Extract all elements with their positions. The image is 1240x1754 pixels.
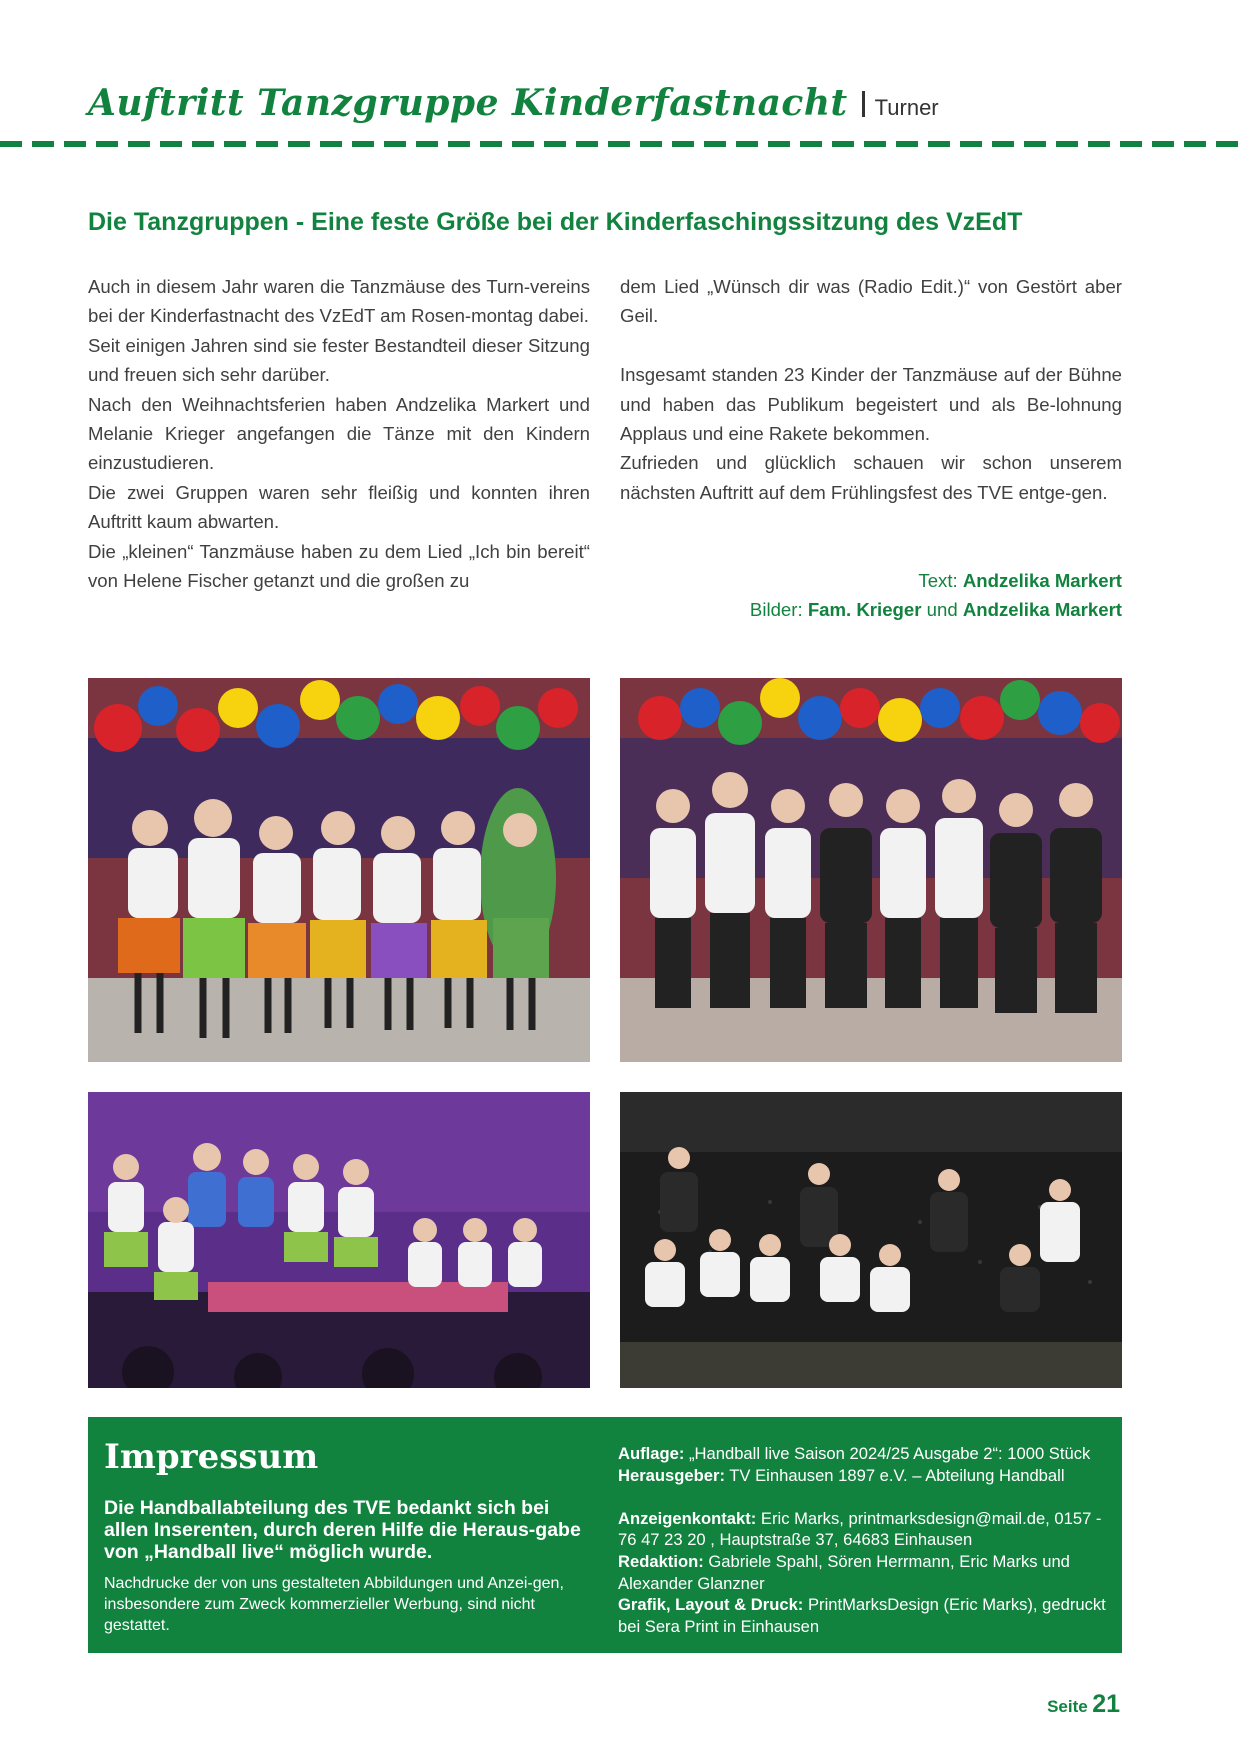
section-label: Turner bbox=[874, 95, 939, 120]
impressum-label: Herausgeber: bbox=[618, 1465, 725, 1485]
photo-big-dancers bbox=[620, 678, 1122, 1062]
text-credit-author: Andzelika Markert bbox=[962, 570, 1122, 591]
impressum-redaktion bbox=[618, 1551, 1118, 1594]
impressum-value: PrintMarksDesign (Eric Marks), gedruckt bei Sera Print in Einhausen bbox=[618, 1595, 1106, 1636]
impressum-anzeigenkontakt bbox=[618, 1508, 1118, 1551]
page-number bbox=[1047, 1690, 1120, 1719]
paragraph: Die zwei Gruppen waren sehr fleißig und konnten ihren Auftritt kaum abwarten. bbox=[88, 481, 590, 533]
impressum-note: Nachdrucke der von uns gestalteten Abbildungen und Anzei-gen, insbesondere zum Zweck kommerzieller Werbung, sind nicht gestattet. bbox=[104, 1575, 564, 1634]
impressum-grafik bbox=[618, 1594, 1118, 1637]
impressum-value: TV Einhausen 1897 e.V. – Abteilung Handball bbox=[729, 1465, 1065, 1485]
photo-credit-label: Bilder: bbox=[749, 599, 803, 621]
page-number-value: 21 bbox=[1092, 1690, 1120, 1718]
paragraph: Die „kleinen“ Tanzmäuse haben zu dem Lied „Ich bin bereit“ von Helene Fischer getanzt und die großen zu bbox=[88, 540, 590, 592]
page-header bbox=[88, 82, 939, 124]
impressum-details bbox=[618, 1443, 1118, 1637]
paragraph: Auch in diesem Jahr waren die Tanzmäuse des Turn-vereins bei der Kinderfastnacht des VzEdT am Rosen-montag dabei. bbox=[88, 276, 590, 327]
page-title: Auftritt Tanzgruppe Kinderfastnacht bbox=[88, 82, 848, 124]
dashed-divider bbox=[0, 141, 1240, 147]
title-separator bbox=[862, 91, 865, 117]
photo-stage-performance-big bbox=[620, 1092, 1122, 1388]
text-credit-label: Text: bbox=[918, 570, 958, 591]
paragraph: Insgesamt standen 23 Kinder der Tanzmäuse auf der Bühne und haben das Publikum begeistert und als Be-lohnung Applaus und eine Rakete bekommen. bbox=[620, 364, 1122, 445]
impressum-thanks: Die Handballabteilung des TVE bedankt sich bei allen Inserenten, durch deren Hilfe die Heraus-gabe von „Handball live“ möglich wurde. bbox=[104, 1497, 581, 1563]
photo-credit-and: und bbox=[926, 599, 958, 621]
photo-small-dancers bbox=[88, 678, 590, 1062]
impressum-label: Anzeigenkontakt: bbox=[618, 1508, 757, 1528]
paragraph: Nach den Weihnachtsferien haben Andzelika Markert und Melanie Krieger angefangen die Tänze mit den Kindern einzustudieren. bbox=[88, 393, 590, 474]
paragraph: Zufrieden und glücklich schauen wir schon unserem nächsten Auftritt auf dem Frühlingsfest des TVE entge-gen. bbox=[620, 452, 1122, 503]
impressum-herausgeber bbox=[618, 1465, 1118, 1487]
impressum-value: Eric Marks, printmarksdesign@mail.de, 0157 - 76 47 23 20 , Hauptstraße 37, 64683 Einhausen bbox=[618, 1508, 1102, 1550]
article-credits bbox=[750, 566, 1122, 625]
impressum-label: Grafik, Layout & Druck: bbox=[618, 1595, 804, 1615]
photo-stage-performance-small bbox=[88, 1092, 590, 1388]
paragraph: dem Lied „Wünsch dir was (Radio Edit.)“ von Gestört aber Geil. bbox=[620, 276, 1122, 327]
photo-credit bbox=[750, 595, 1122, 624]
paragraph: Seit einigen Jahren sind sie fester Bestandteil dieser Sitzung und freuen sich sehr darüber. bbox=[88, 334, 590, 386]
article-subtitle: Die Tanzgruppen - Eine feste Größe bei der Kinderfaschingssitzung des VzEdT bbox=[88, 208, 1023, 236]
impressum-box bbox=[88, 1417, 1122, 1653]
impressum-auflage bbox=[618, 1443, 1118, 1465]
impressum-value: „Handball live Saison 2024/25 Ausgabe 2“: 1000 Stück bbox=[689, 1444, 1091, 1463]
page-number-label: Seite bbox=[1047, 1697, 1088, 1716]
impressum-value: Gabriele Spahl, Sören Herrmann, Eric Marks und Alexander Glanzner bbox=[618, 1551, 1070, 1593]
text-credit bbox=[750, 566, 1122, 595]
impressum-title: Impressum bbox=[104, 1437, 319, 1477]
article-column-right bbox=[620, 272, 1122, 507]
impressum-label: Redaktion: bbox=[618, 1551, 704, 1571]
article-column-left bbox=[88, 272, 590, 595]
photo-credit-author: Fam. Krieger bbox=[807, 599, 922, 621]
impressum-label: Auflage: bbox=[618, 1444, 685, 1463]
photo-credit-author: Andzelika Markert bbox=[962, 599, 1122, 621]
